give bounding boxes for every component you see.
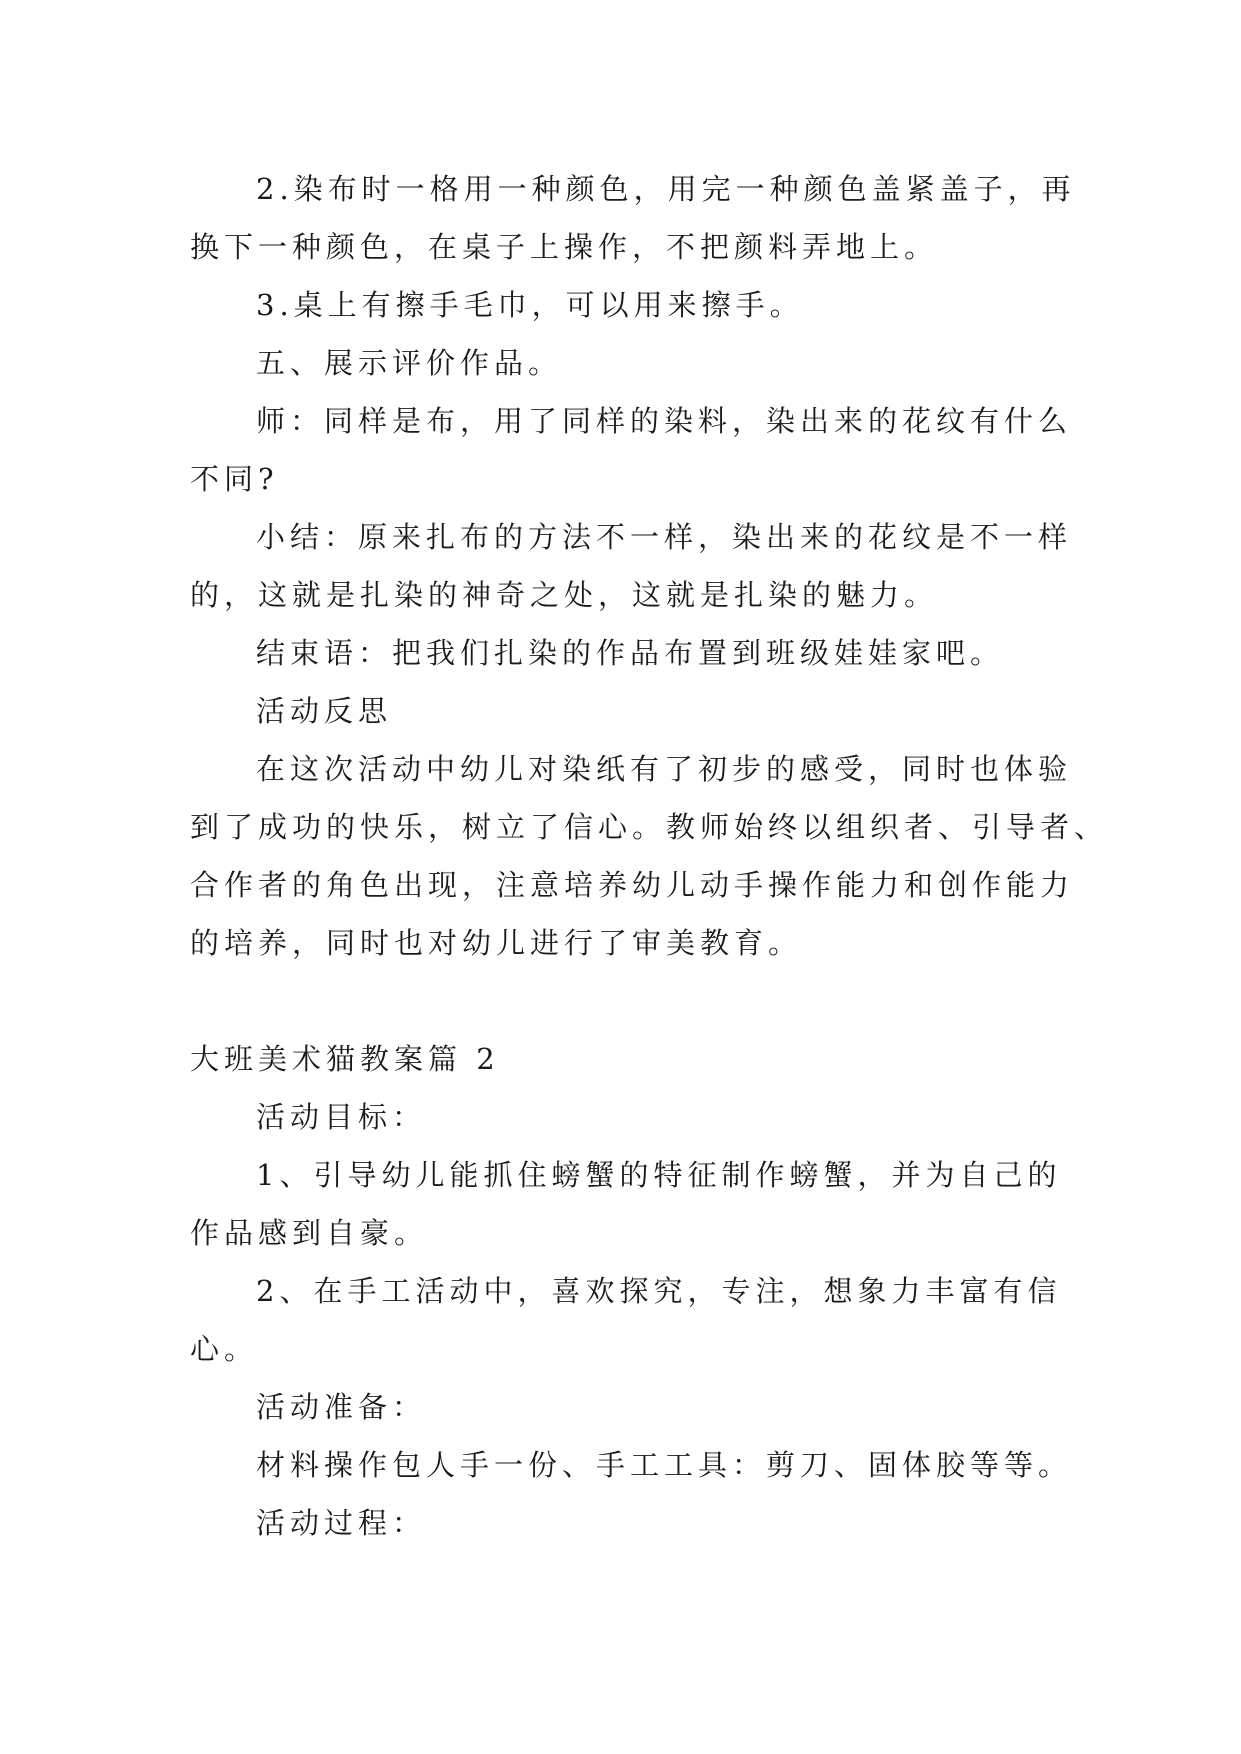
paragraph-summary-line1: 小结：原来扎布的方法不一样，染出来的花纹是不一样 xyxy=(256,520,1073,554)
prep-label: 活动准备： xyxy=(256,1390,427,1424)
document-page xyxy=(190,160,1109,1552)
section2-title: 大班美术猫教案篇 2 xyxy=(190,1042,500,1076)
paragraph-reflection-line4: 的培养，同时也对幼儿进行了审美教育。 xyxy=(190,926,803,960)
process-label: 活动过程： xyxy=(256,1506,427,1540)
paragraph-summary-line2: 的，这就是扎染的神奇之处，这就是扎染的魅力。 xyxy=(190,578,939,612)
paragraph-goal1-line2: 作品感到自豪。 xyxy=(190,1216,429,1250)
paragraph-goal1-line1: 1、引导幼儿能抓住螃蟹的特征制作螃蟹，并为自己的 xyxy=(256,1158,1062,1192)
goals-label: 活动目标： xyxy=(256,1100,427,1134)
paragraph-section5: 五、展示评价作品。 xyxy=(256,346,563,380)
paragraph-closing: 结束语：把我们扎染的作品布置到班级娃娃家吧。 xyxy=(256,636,1005,670)
paragraph-teacher-line2: 不同? xyxy=(190,462,279,496)
reflection-title: 活动反思 xyxy=(256,694,393,728)
paragraph-step3: 3.桌上有擦手毛巾，可以用来擦手。 xyxy=(256,288,804,322)
paragraph-prep: 材料操作包人手一份、手工工具：剪刀、固体胶等等。 xyxy=(256,1448,1073,1482)
paragraph-reflection-line3: 合作者的角色出现，注意培养幼儿动手操作能力和创作能力 xyxy=(190,868,1075,902)
paragraph-teacher-line1: 师：同样是布，用了同样的染料，染出来的花纹有什么 xyxy=(256,404,1073,438)
paragraph-goal2-line1: 2、在手工活动中，喜欢探究，专注，想象力丰富有信 xyxy=(256,1274,1062,1308)
paragraph-reflection-line1: 在这次活动中幼儿对染纸有了初步的感受，同时也体验 xyxy=(256,752,1073,786)
paragraph-reflection-line2: 到了成功的快乐，树立了信心。教师始终以组织者、引导者、 xyxy=(190,810,1109,844)
paragraph-goal2-line2: 心。 xyxy=(190,1332,259,1366)
paragraph-step2-line2: 换下一种颜色，在桌子上操作，不把颜料弄地上。 xyxy=(190,230,939,264)
paragraph-step2-line1: 2.染布时一格用一种颜色，用完一种颜色盖紧盖子，再 xyxy=(256,172,1076,206)
